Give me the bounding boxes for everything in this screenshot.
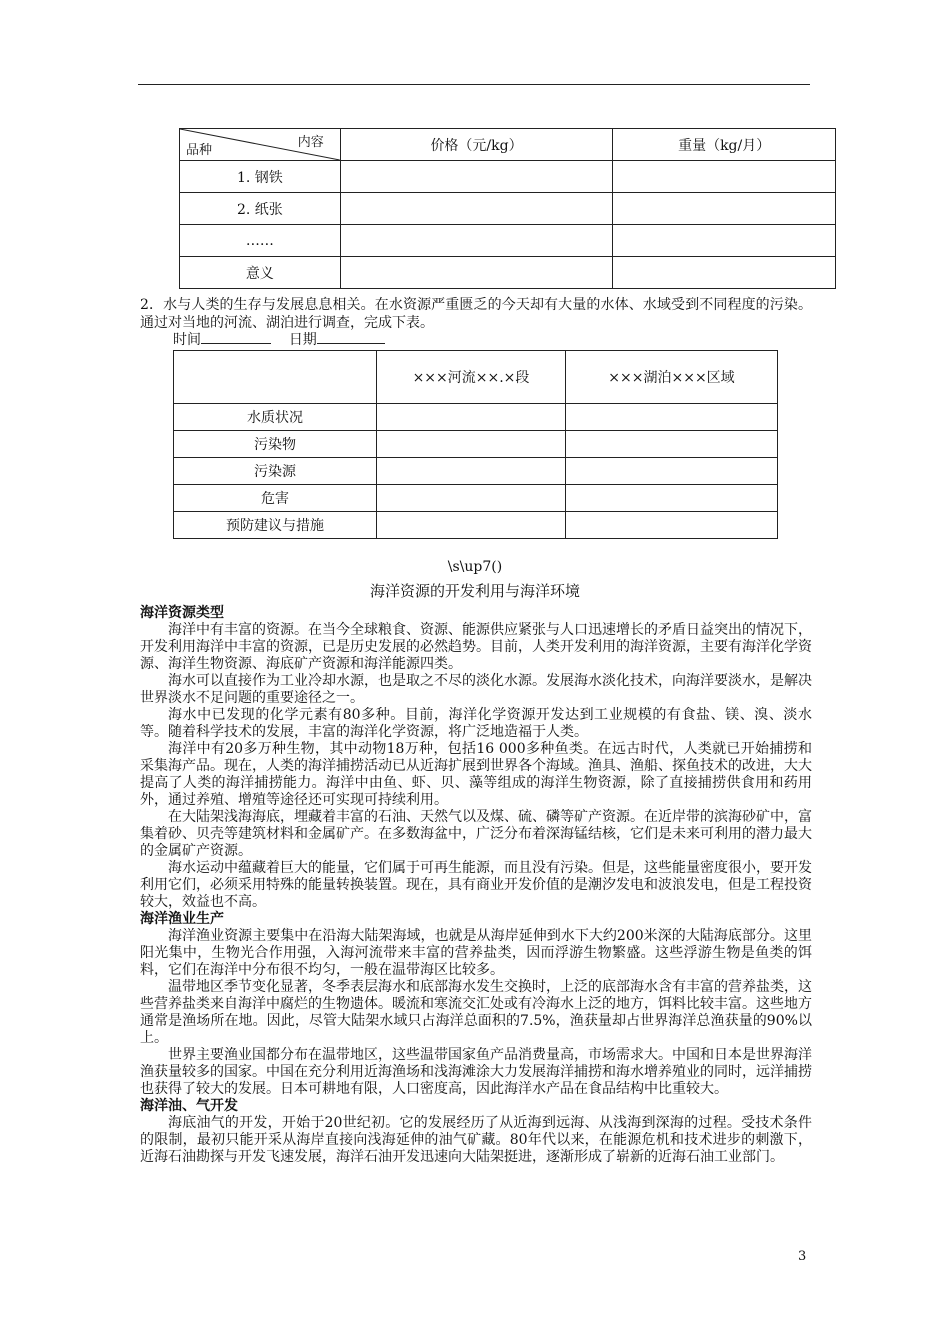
empty-cell <box>377 404 566 431</box>
article-body <box>140 605 812 1166</box>
table-row <box>174 485 778 512</box>
table-row <box>180 193 836 225</box>
section-heading: 海洋油、气开发 <box>140 1098 238 1114</box>
empty-cell <box>340 161 613 193</box>
empty-cell <box>566 485 778 512</box>
empty-cell <box>566 458 778 485</box>
empty-cell <box>613 257 836 289</box>
row-label: 危害 <box>174 485 377 512</box>
empty-cell <box>340 193 613 225</box>
row-label: 污染物 <box>174 431 377 458</box>
table-row <box>180 257 836 289</box>
section-heading: 海洋渔业生产 <box>140 911 224 927</box>
table-row <box>174 512 778 539</box>
water-survey-table <box>173 350 778 539</box>
recycling-table <box>179 128 836 289</box>
weight-header: 重量（kg/月） <box>613 129 836 161</box>
table-row <box>174 431 778 458</box>
row-label: 1. 钢铁 <box>180 161 341 193</box>
price-header: 价格（元/kg） <box>340 129 613 161</box>
empty-cell <box>566 404 778 431</box>
header-rule <box>138 84 810 85</box>
row-label: …… <box>180 225 341 257</box>
row-label: 2. 纸张 <box>180 193 341 225</box>
river-header: ×××河流××.×段 <box>377 351 566 404</box>
date-label: 日期 <box>288 332 317 348</box>
article-title: 海洋资源的开发利用与海洋环境 <box>369 582 580 600</box>
header-variety-label: 品种 <box>186 143 213 158</box>
paragraph: 海水中已发现的化学元素有80多种。目前，海洋化学资源开发达到工业规模的有食盐、镁、溴、淡水等。随着科学技术的发展，丰富的海洋化学资源，将广泛地造福于人类。 <box>140 707 812 740</box>
row-label: 意义 <box>180 257 341 289</box>
table-row <box>174 404 778 431</box>
table-row <box>180 161 836 193</box>
row-label: 预防建议与措施 <box>174 512 377 539</box>
empty-cell <box>566 431 778 458</box>
empty-header-cell <box>174 351 377 404</box>
time-label: 时间 <box>173 332 201 348</box>
empty-cell <box>377 431 566 458</box>
empty-cell <box>340 257 613 289</box>
empty-cell <box>377 512 566 539</box>
page-number: 3 <box>798 1249 807 1264</box>
question-2-text: 2．水与人类的生存与发展息息相关。在水资源严重匮乏的今天却有大量的水体、水域受到不同程度的污染。通过对当地的河流、湖泊进行调查，完成下表。 <box>140 297 812 331</box>
empty-cell <box>377 458 566 485</box>
field-code-text: \s\up7() <box>447 559 503 575</box>
date-blank[interactable] <box>317 330 385 344</box>
empty-cell <box>340 225 613 257</box>
paragraph: 温带地区季节变化显著，冬季表层海水和底部海水发生交换时，上泛的底部海水含有丰富的营养盐类，这些营养盐类来自海洋中腐烂的生物遗体。暖流和寒流交汇处或有冷海水上泛的地方，饵料比较丰富。这些地方通常是渔场所在地。因此，尽管大陆架水域只占海洋总面积的7.5%，渔获量却占世界海洋总渔获量的90%以上。 <box>140 979 812 1046</box>
header-content-label: 内容 <box>297 135 324 150</box>
empty-cell <box>377 485 566 512</box>
paragraph: 海水运动中蕴藏着巨大的能量，它们属于可再生能源，而且没有污染。但是，这些能量密度很小，要开发利用它们，必须采用特殊的能量转换装置。现在，具有商业开发价值的是潮汐发电和波浪发电，但是工程投资较大，效益也不高。 <box>140 860 812 910</box>
time-date-line <box>173 330 385 349</box>
section-heading: 海洋资源类型 <box>140 605 224 621</box>
row-label: 水质状况 <box>174 404 377 431</box>
paragraph: 在大陆架浅海海底，埋藏着丰富的石油、天然气以及煤、硫、磷等矿产资源。在近岸带的滨海砂矿中，富集着砂、贝壳等建筑材料和金属矿产。在多数海盆中，广泛分布着深海锰结核，它们是未来可利用的潜力最大的金属矿产资源。 <box>140 809 812 859</box>
paragraph: 海底油气的开发，开始于20世纪初。它的发展经历了从近海到远海、从浅海到深海的过程。受技术条件的限制，最初只能开采从海岸直接向浅海延伸的油气矿藏。80年代以来，在能源危机和技术进步的刺激下，近海石油勘探与开发飞速发展，海洋石油开发迅速向大陆架挺进，逐渐形成了崭新的近海石油工业部门。 <box>140 1115 812 1165</box>
empty-cell <box>613 225 836 257</box>
table-row <box>180 225 836 257</box>
empty-cell <box>566 512 778 539</box>
diagonal-header-cell <box>180 129 341 161</box>
empty-cell <box>613 193 836 225</box>
row-label: 污染源 <box>174 458 377 485</box>
time-blank[interactable] <box>201 330 271 344</box>
paragraph: 海洋渔业资源主要集中在沿海大陆架海域，也就是从海岸延伸到水下大约200米深的大陆海底部分。这里阳光集中，生物光合作用强，入海河流带来丰富的营养盐类，因而浮游生物繁盛。这些浮游生物是鱼类的饵料，它们在海洋中分布很不均匀，一般在温带海区比较多。 <box>140 928 812 978</box>
empty-cell <box>613 161 836 193</box>
lake-header: ×××湖泊×××区域 <box>566 351 778 404</box>
paragraph: 海洋中有丰富的资源。在当今全球粮食、资源、能源供应紧张与人口迅速增长的矛盾日益突出的情况下，开发利用海洋中丰富的资源，已是历史发展的必然趋势。目前，人类开发利用的海洋资源，主要有海洋化学资源、海洋生物资源、海底矿产资源和海洋能源四类。 <box>140 622 812 672</box>
paragraph: 海水可以直接作为工业冷却水源，也是取之不尽的淡化水源。发展海水淡化技术，向海洋要淡水，是解决世界淡水不足问题的重要途径之一。 <box>140 673 812 706</box>
paragraph: 海洋中有20多万种生物，其中动物18万种，包括16 000多种鱼类。在远古时代，人类就已开始捕捞和采集海产品。现在，人类的海洋捕捞活动已从近海扩展到世界各个海域。渔具、渔船、探鱼技术的改进，大大提高了人类的海洋捕捞能力。海洋中由鱼、虾、贝、藻等组成的海洋生物资源，除了直接捕捞供食用和药用外，通过养殖、增殖等途径还可实现可持续利用。 <box>140 741 812 808</box>
paragraph: 世界主要渔业国都分布在温带地区，这些温带国家鱼产品消费量高，市场需求大。中国和日本是世界海洋渔获量较多的国家。中国在充分利用近海渔场和浅海滩涂大力发展海洋捕捞和海水增养殖业的同时，远洋捕捞也获得了较大的发展。日本可耕地有限，人口密度高，因此海洋水产品在食品结构中比重较大。 <box>140 1047 812 1097</box>
table-row <box>174 458 778 485</box>
